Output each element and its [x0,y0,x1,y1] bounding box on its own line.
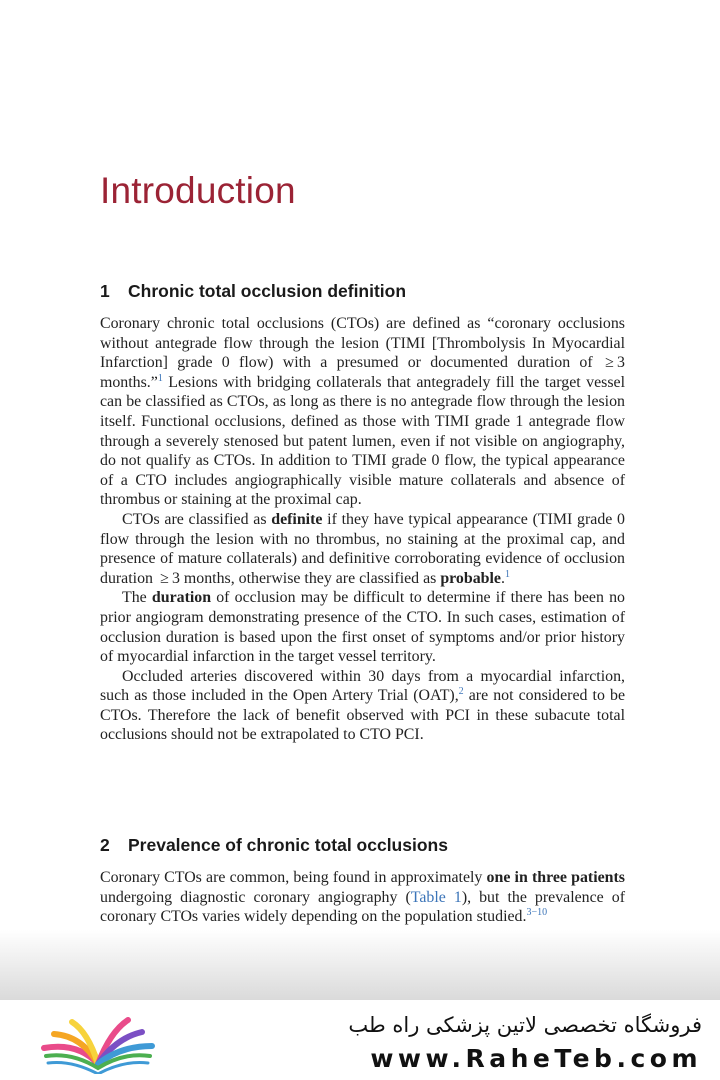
section-1-body [100,314,625,745]
bold-term: one in three patients [486,869,625,886]
text-span: ), but the prevalence of coronary CTOs varies widely depending on the population studied. [100,888,625,926]
text-span: . [500,569,505,587]
text-span: are not considered to be CTOs. Therefore the lack of benefit observed with PCI in these subacute total occlusions should not be extrapolated to CTO PCI. [100,687,625,744]
bold-term: duration [151,589,212,607]
paragraph [100,588,625,666]
text-span: Coronary CTOs are common, being found in approximately [100,869,487,886]
text-span: of occlusion may be difficult to determine if there has been no prior angiogram demonstrating presence of the CTO. In such cases, estimation of occlusion duration is based upon the first onset of symptoms and/or prior history of myocardial infarction in the target vessel territory. [100,589,625,666]
text-span: Occluded arteries discovered within 30 days from a myocardial infarction, such as those included in the Open Artery Trial (OAT), [100,667,625,705]
section-title: Prevalence of chronic total occlusions [128,835,448,855]
section-heading-2 [100,835,448,856]
section-number: 1 [100,281,110,301]
paragraph [100,667,625,745]
reference-link[interactable]: 1 [504,568,510,580]
text-span: The [122,589,152,607]
text-span: CTOs are classified as [122,510,272,528]
text-span: Coronary chronic total occlusions (CTOs) are defined as “coronary occlusions without antegrade flow through the lesion (TIMI [Thrombolysis In Myocardial Infarction] grade 0 flow) with a presumed or documented duration of ≥ 3 months.” [100,315,625,391]
paragraph [100,314,625,510]
section-number: 2 [100,835,110,855]
reference-link[interactable]: 2 [458,686,464,698]
reference-link[interactable]: 3−10 [526,907,548,919]
open-book-logo-icon [38,1012,158,1074]
text-span: Lesions with bridging collaterals that antegradely fill the target vessel can be classified as CTOs, as long as there is no antegrade flow through the lesion itself. Functional occlusions, defined as those with TIMI grade 1 antegrade flow through a severely stenosed but patent lumen, even if not visible on angiography, do not qualify as CTOs. In addition to TIMI grade 0 flow, the typical appearance of a CTO includes angiographically visible mature collaterals and absence of thrombus or staining at the proximal cap. [100,373,625,509]
shop-name: فروشگاه تخصصی لاتین پزشکی راه طب [348,1013,702,1037]
paragraph [100,510,625,588]
reference-link[interactable]: 1 [157,372,163,384]
table-link[interactable]: Table 1 [410,888,462,906]
page-bottom-shadow [0,930,720,1002]
shop-url-link[interactable]: www.RaheTeb.com [370,1044,702,1073]
paragraph [100,868,625,927]
bold-term: probable [440,569,501,587]
text-span: undergoing diagnostic coronary angiography ( [100,888,411,906]
bold-term: definite [271,510,323,528]
chapter-title: Introduction [100,170,296,211]
watermark-footer [0,1000,720,1080]
section-2-body [100,868,625,927]
text-span: if they have typical appearance (TIMI grade 0 flow through the lesion with no thrombus, no staining at the proximal cap, and presence of mature collaterals) and definitive corroborating evidence of occlusion duration ≥ 3 months, otherwise they are classified as [100,510,625,587]
section-heading-1 [100,281,406,302]
section-title: Chronic total occlusion definition [128,281,407,301]
